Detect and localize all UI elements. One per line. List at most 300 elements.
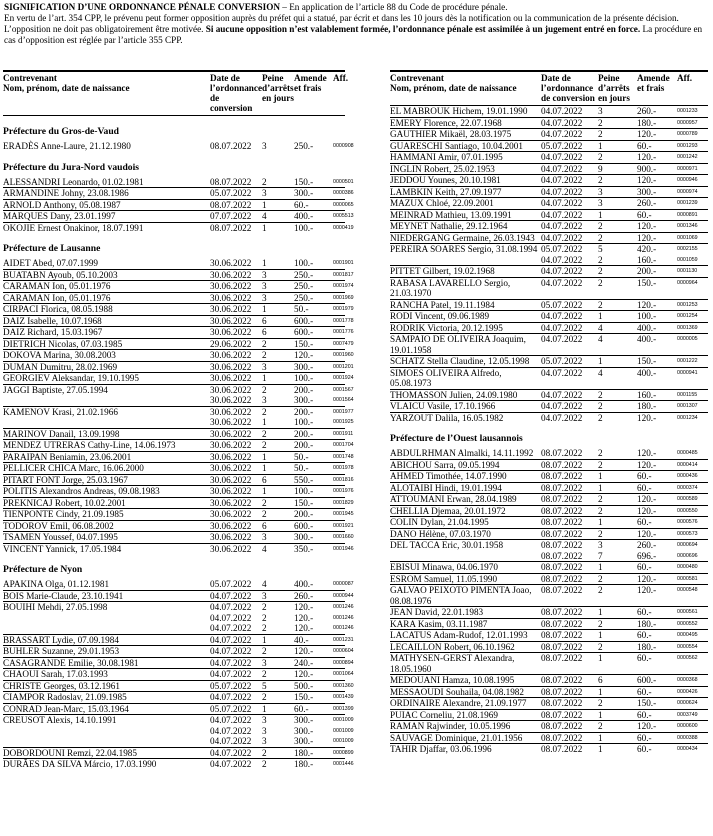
conversion-date: 04.07.2022	[210, 692, 252, 702]
offender-name: RAMAN Rajwinder, 10.05.1996	[390, 721, 511, 731]
conversion-date: 30.06.2022	[210, 304, 252, 314]
conversion-date-cell	[210, 327, 262, 338]
table-row	[390, 562, 708, 574]
conversion-date: 05.07.2022	[210, 579, 252, 589]
left-rows	[3, 126, 354, 770]
fine-amount-cell	[637, 141, 677, 152]
conversion-date: 08.07.2022	[541, 448, 583, 458]
case-number: 0001253	[677, 301, 698, 308]
fine-amount: 500.-	[294, 680, 314, 691]
table-row	[390, 721, 708, 733]
case-number: 0000548	[677, 587, 698, 593]
case-number: 0001816	[333, 476, 354, 483]
table-row	[3, 451, 354, 464]
conversion-date-cell	[541, 233, 598, 244]
conversion-date: 04.07.2022	[210, 736, 252, 746]
case-number: 0001239	[677, 200, 698, 206]
conversion-date: 04.07.2022	[541, 232, 583, 243]
arrest-days: 1	[598, 356, 603, 366]
case-number-cell	[333, 407, 354, 428]
fine-amount: 420.-	[637, 244, 657, 254]
arrest-days: 1	[598, 686, 603, 697]
case-number: 0000480	[677, 564, 698, 570]
case-number: 0001748	[333, 453, 354, 460]
case-number: 0001234	[677, 414, 698, 421]
conversion-date-cell	[210, 177, 262, 188]
case-number-cell	[333, 350, 354, 361]
conversion-date-cell	[541, 106, 598, 117]
arrest-days-cell	[262, 715, 294, 747]
table-row	[3, 384, 354, 407]
conversion-date-cell	[541, 529, 598, 540]
arrest-days: 1	[598, 630, 603, 640]
arrest-days-cell	[262, 293, 294, 304]
fine-amount: 100.-	[294, 373, 314, 383]
fine-amount: 200.-	[294, 509, 314, 519]
fine-amount-cell	[294, 635, 333, 646]
arrest-days: 2	[262, 406, 267, 417]
offender-name: THOMASSON Julien, 24.09.1980	[390, 389, 518, 400]
conversion-date: 30.06.2022	[210, 474, 252, 485]
offender-name: CARAMAN Ion, 05.01.1976	[3, 281, 111, 291]
conversion-date: 08.07.2022	[541, 732, 583, 743]
conversion-date: 30.06.2022	[210, 451, 252, 462]
fine-amount-cell	[637, 152, 677, 163]
case-number-cell	[333, 635, 354, 646]
fine-amount: 50.-	[294, 463, 309, 473]
offender-name: TODOROV Emil, 06.08.2002	[3, 520, 114, 531]
conversion-date: 08.07.2022	[541, 505, 583, 516]
fine-amount-cell	[637, 356, 677, 367]
arrest-days-cell	[598, 175, 637, 186]
fine-amount-cell	[294, 429, 333, 440]
right-column	[390, 70, 708, 755]
case-number-cell	[333, 475, 354, 486]
fine-amount-cell	[294, 316, 333, 327]
fine-amount: 100.-	[294, 258, 314, 268]
conversion-date-cell	[541, 619, 598, 630]
arrest-days: 2	[598, 277, 603, 288]
offender-name: DEL TACCA Eric, 30.01.1958	[390, 540, 504, 550]
arrest-days-cell	[262, 177, 294, 188]
arrest-days-cell	[598, 710, 637, 721]
conversion-date-cell	[541, 585, 598, 606]
arrest-days-cell	[262, 486, 294, 497]
conversion-date: 04.07.2022	[541, 198, 583, 208]
fine-amount-cell	[294, 350, 333, 361]
conversion-date: 04.07.2022	[541, 186, 583, 197]
conversion-date-cell	[541, 368, 598, 389]
case-number: 0000891	[677, 211, 698, 218]
offender-name: PELLICER CHICA Marc, 16.06.2000	[3, 463, 144, 473]
conversion-date: 08.07.2022	[541, 698, 583, 708]
conversion-date-cell	[541, 129, 598, 140]
table-row	[3, 373, 354, 385]
conversion-date-cell	[210, 281, 262, 292]
fine-amount-cell	[637, 562, 677, 573]
arrest-days: 6	[598, 675, 603, 685]
arrest-days: 2	[598, 175, 603, 185]
table-row	[390, 653, 708, 675]
fine-amount: 180.-	[637, 401, 657, 411]
case-number-cell	[677, 198, 708, 209]
arrest-days-cell	[598, 653, 637, 674]
conversion-date-cell	[210, 452, 262, 463]
fine-amount: 300.-	[294, 715, 314, 725]
intro-heading-line	[4, 2, 709, 13]
fine-amount: 120.-	[637, 585, 657, 595]
case-number-cell	[333, 304, 354, 315]
fine-amount-cell	[294, 463, 333, 474]
offender-name: GALVAO PEIXOTO PIMENTA Joao, 08.08.1976	[390, 585, 532, 606]
case-number-cell	[677, 574, 708, 585]
fine-amount-cell	[294, 177, 333, 188]
table-row	[390, 744, 708, 755]
arrest-days-cell	[262, 532, 294, 543]
fine-amount: 60.-	[637, 709, 652, 720]
arrest-days-cell	[262, 304, 294, 315]
arrest-days: 2	[262, 440, 267, 450]
conversion-date: 30.06.2022	[210, 373, 252, 383]
offender-name: DANO Hélène, 07.03.1970	[390, 528, 491, 539]
table-row	[390, 300, 708, 312]
conversion-date-cell	[541, 413, 598, 424]
conversion-date-cell	[541, 710, 598, 721]
arrest-days-cell	[262, 362, 294, 373]
arrest-days: 3	[262, 736, 267, 746]
arrest-days-cell	[598, 721, 637, 732]
case-number: 0001660	[333, 534, 354, 540]
arrest-days: 1	[262, 304, 267, 314]
fine-amount: 120.-	[637, 494, 657, 504]
arrest-days: 1	[262, 373, 267, 383]
case-number-cell	[333, 748, 354, 759]
conversion-date-cell	[210, 486, 262, 497]
fine-amount-cell	[294, 211, 333, 222]
offender-name: MARQUES Dany, 23.01.1997	[3, 211, 116, 221]
header-amende: Amende et frais	[294, 73, 327, 93]
fine-amount: 260.-	[637, 540, 657, 550]
offender-name: LACATUS Adam-Rudof, 12.01.1993	[390, 630, 528, 640]
arrest-days-cell	[598, 244, 637, 265]
offender-name: MEDOUANI Hamza, 10.08.1995	[390, 675, 515, 685]
case-number-cell	[333, 532, 354, 543]
offender-name: TSAMEN Youssef, 04.07.1995	[3, 532, 118, 542]
arrest-days: 5	[262, 680, 267, 691]
fine-amount: 150.-	[294, 497, 314, 508]
arrest-days: 3	[262, 395, 267, 405]
case-number: 0001960	[333, 352, 354, 358]
arrest-days: 2	[262, 350, 267, 360]
header-amende: Amende et frais	[637, 73, 670, 93]
fine-amount: 120.-	[637, 459, 657, 470]
case-number: 0000388	[677, 734, 698, 741]
arrest-days-cell	[262, 635, 294, 646]
arrest-days: 2	[262, 428, 267, 439]
fine-amount-cell	[294, 579, 333, 590]
fine-amount-cell	[637, 744, 677, 755]
fine-amount: 150.-	[294, 692, 314, 702]
case-number: 0000899	[333, 749, 354, 756]
arrest-days-cell	[262, 509, 294, 520]
fine-amount: 550.-	[294, 474, 314, 485]
case-number: 0002155	[677, 246, 698, 252]
arrest-days-cell	[598, 233, 637, 244]
case-number-cell	[677, 653, 708, 674]
fine-amount: 100.-	[637, 311, 657, 321]
fine-amount: 250.-	[294, 269, 314, 280]
arrest-days-cell	[598, 164, 637, 175]
conversion-date-cell	[210, 440, 262, 451]
conversion-date-cell	[541, 675, 598, 686]
conversion-date-cell	[210, 635, 262, 646]
case-number-cell	[333, 211, 354, 222]
conversion-date: 04.07.2022	[210, 602, 252, 612]
case-number-cell	[333, 258, 354, 269]
arrest-days: 2	[262, 646, 267, 656]
arrest-days-cell	[598, 630, 637, 641]
arrest-days-cell	[598, 401, 637, 412]
case-number-cell	[677, 164, 708, 175]
offender-name: RANCHA Patel, 19.11.1984	[390, 299, 495, 310]
fine-amount: 60.-	[637, 630, 652, 640]
case-number-cell	[677, 494, 708, 505]
conversion-date: 04.07.2022	[541, 277, 583, 288]
conversion-date: 30.06.2022	[210, 292, 252, 303]
case-number: 0001246	[333, 614, 354, 621]
conversion-date-cell	[541, 221, 598, 232]
offender-name: ORDINAIRE Alexandre, 21.09.1977	[390, 698, 527, 708]
offender-name: RODI Vincent, 09.06.1989	[390, 311, 490, 321]
case-number-cell	[333, 223, 354, 234]
fine-amount-cell	[637, 118, 677, 129]
fine-amount: 120.-	[294, 602, 314, 612]
offender-name: KAMENOV Krasi, 21.02.1966	[3, 406, 118, 417]
fine-amount: 120.-	[637, 175, 657, 185]
arrest-days: 3	[598, 198, 603, 208]
fine-amount-cell	[294, 304, 333, 315]
offender-name: RODRIK Victoria, 20.12.1995	[390, 322, 503, 333]
case-number: 0000894	[333, 659, 354, 666]
conversion-date-cell	[541, 300, 598, 311]
case-number: 0000554	[677, 643, 698, 650]
case-number: 0000434	[677, 746, 698, 752]
case-number: 0000386	[333, 190, 354, 196]
case-number: 0001446	[333, 761, 354, 767]
conversion-date-cell	[210, 316, 262, 327]
arrest-days-cell	[262, 440, 294, 451]
conversion-date-cell	[541, 401, 598, 412]
table-row	[3, 176, 354, 189]
table-row	[3, 350, 354, 362]
case-number-cell	[677, 187, 708, 198]
offender-name: RABASA LAVARELLO Sergio, 21.03.1970	[390, 277, 511, 298]
arrest-days: 2	[598, 117, 603, 128]
fine-amount: 120.-	[637, 129, 657, 139]
fine-amount: 200.-	[637, 266, 657, 276]
offender-name: SAMPAIO DE OLIVEIRA Joaquim, 19.01.1958	[390, 334, 526, 355]
case-number: 0001921	[333, 522, 354, 529]
conversion-date-cell	[541, 356, 598, 367]
table-row	[390, 483, 708, 495]
table-row	[390, 698, 708, 710]
case-number: 0000964	[677, 279, 698, 286]
case-number-cell	[333, 316, 354, 327]
offender-name: JEDDOU Younes, 20.10.1981	[390, 175, 501, 185]
fine-amount: 900.-	[637, 163, 657, 174]
table-row	[3, 258, 354, 270]
notice-text: En vertu de l’art. 354 CPP, le prévenu peut former opposition auprès du préfet qui a statué, par écrit et dans les 10 jours dès la notification ou la communication de la présente décision. L’opposition ne doit pas obligatoirement être motivée.	[4, 13, 679, 34]
case-number: 0001776	[333, 329, 354, 335]
table-row	[390, 471, 708, 483]
arrest-days: 2	[262, 759, 267, 769]
section-heading: Préfecture de l’Ouest lausannois	[390, 433, 523, 444]
conversion-date: 04.07.2022	[210, 623, 252, 633]
header-contrevenant	[3, 73, 210, 113]
arrest-days-cell	[262, 591, 294, 602]
fine-amount-cell	[637, 278, 677, 299]
table-row	[390, 494, 708, 506]
case-number-cell	[333, 177, 354, 188]
conversion-date: 05.07.2022	[210, 188, 252, 198]
fine-amount-cell	[294, 339, 333, 350]
case-number: 0001254	[677, 313, 698, 319]
conversion-date-cell	[210, 258, 262, 269]
arrest-days: 1	[262, 258, 267, 268]
offender-name: TIENPONTE Cindy, 21.09.1985	[3, 509, 124, 519]
case-number-cell	[333, 463, 354, 474]
table-row	[390, 733, 708, 745]
conversion-date-cell	[210, 715, 262, 747]
table-row	[3, 543, 354, 555]
conversion-date-cell	[210, 385, 262, 406]
case-number: 0001977	[333, 408, 354, 415]
table-row	[390, 221, 708, 233]
case-number: 0001246	[333, 604, 354, 610]
table-row	[3, 463, 354, 475]
arrest-days-cell	[598, 311, 637, 322]
arrest-days: 1	[598, 562, 603, 572]
offender-name: MENDEZ UTRERAS Cathy-Line, 14.06.1973	[3, 440, 176, 450]
conversion-date: 08.07.2022	[541, 540, 583, 550]
arrest-days: 2	[598, 232, 603, 243]
case-number: 0001969	[333, 294, 354, 301]
fine-amount: 260.-	[637, 198, 657, 208]
conversion-date: 04.07.2022	[541, 401, 583, 411]
case-number-cell	[333, 681, 354, 692]
case-number-cell	[677, 368, 708, 389]
conversion-date: 05.07.2022	[210, 680, 252, 691]
offender-name: SIMOES OLIVEIRA Alfredo, 05.08.1973	[390, 367, 502, 388]
arrest-days: 1	[598, 732, 603, 743]
case-number-cell	[677, 483, 708, 494]
arrest-days-cell	[262, 429, 294, 440]
case-number-cell	[677, 506, 708, 517]
fine-amount: 120.-	[637, 505, 657, 516]
table-row	[390, 244, 708, 266]
conversion-date-cell	[541, 187, 598, 198]
offender-name: SAUVAGE Dominique, 21.01.1956	[390, 732, 523, 743]
conversion-date: 30.06.2022	[210, 384, 252, 395]
table-row	[390, 334, 708, 356]
arrest-days-cell	[598, 585, 637, 606]
table-row	[3, 474, 354, 487]
case-number: 0000971	[677, 165, 698, 172]
fine-amount: 60.-	[637, 653, 652, 663]
case-number: 0001307	[677, 403, 698, 409]
case-number: 0000694	[677, 542, 698, 548]
arrest-days-cell	[262, 704, 294, 715]
offender-name: AHMED Timothée, 14.07.1990	[390, 471, 507, 481]
fine-amount: 400.-	[637, 334, 657, 344]
offender-name: PARAIPAN Beniamin, 23.06.2001	[3, 451, 132, 462]
table-row	[3, 199, 354, 212]
offender-name: MEINRAD Mathieu, 13.09.1991	[390, 209, 512, 220]
offender-name: ERADÈS Anne-Laure, 21.12.1980	[3, 141, 131, 151]
conversion-date: 08.07.2022	[541, 471, 583, 481]
offender-name: COLIN Dylan, 21.04.1995	[390, 517, 489, 527]
case-number: 0000552	[677, 620, 698, 627]
arrest-days: 1	[598, 607, 603, 617]
arrest-days-cell	[262, 281, 294, 292]
conversion-date: 08.07.2022	[541, 618, 583, 629]
fine-amount-cell	[294, 327, 333, 338]
table-row	[3, 440, 354, 452]
fine-amount-cell	[294, 521, 333, 532]
arrest-days-cell	[598, 129, 637, 140]
conversion-date: 30.06.2022	[210, 406, 252, 417]
fine-amount-cell	[294, 681, 333, 692]
table-row	[3, 428, 354, 441]
arrest-days: 3	[262, 532, 267, 542]
table-row	[390, 152, 708, 164]
arrest-days-cell	[598, 698, 637, 709]
arrest-days: 2	[598, 585, 603, 595]
case-number: 0000696	[677, 552, 698, 559]
case-number-cell	[333, 339, 354, 350]
conversion-date-cell	[541, 540, 598, 561]
offender-name: PEREIRA SOARES Sergio, 31.08.1994	[390, 244, 538, 254]
arrest-days: 3	[262, 715, 267, 725]
conversion-date: 04.07.2022	[541, 106, 583, 116]
case-number: 0000368	[677, 677, 698, 683]
fine-amount: 120.-	[294, 646, 314, 656]
conversion-date: 05.07.2022	[541, 244, 583, 254]
arrest-days: 1	[598, 482, 603, 493]
arrest-days-cell	[262, 681, 294, 692]
fine-amount: 60.-	[637, 482, 652, 493]
offender-name: JEAN David, 22.01.1983	[390, 607, 484, 617]
case-number: 0001059	[677, 256, 698, 263]
fine-amount-cell	[294, 258, 333, 269]
conversion-date: 04.07.2022	[541, 209, 583, 220]
fine-amount-cell	[637, 106, 677, 117]
arrest-days-cell	[598, 413, 637, 424]
table-row	[390, 164, 708, 176]
fine-amount-cell	[637, 721, 677, 732]
conversion-date: 30.06.2022	[210, 395, 252, 405]
fine-amount-cell	[637, 300, 677, 311]
offender-name: EBISUI Minawa, 04.06.1970	[390, 562, 498, 572]
fine-amount-cell	[637, 607, 677, 618]
header-peine: Peine d’arrêts en jours	[262, 73, 294, 103]
conversion-date-cell	[541, 642, 598, 653]
case-number-cell	[677, 278, 708, 299]
fine-amount-cell	[637, 517, 677, 528]
offender-name: MARINOV Danail, 13.09.1998	[3, 428, 120, 439]
arrest-days-cell	[262, 258, 294, 269]
arrest-days: 7	[598, 550, 603, 561]
